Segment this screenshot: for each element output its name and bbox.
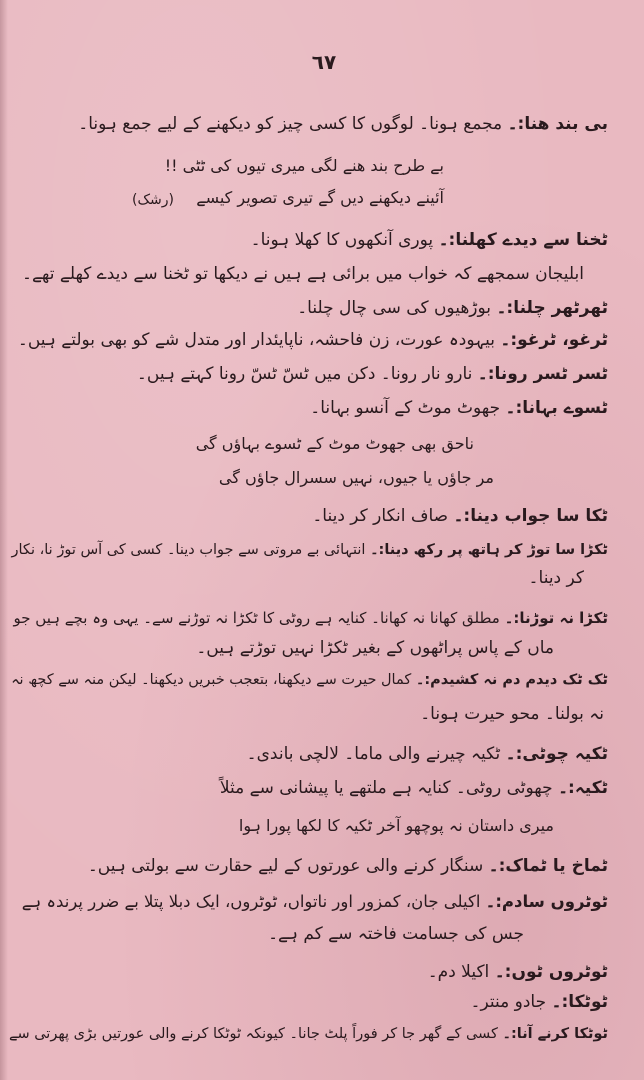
- example-line: ابلیجان سمجھے کہ خواب میں برائی ہے ہیں نے دیکھا تو ٹخنا سے دیدے کھلے تھے۔: [21, 264, 584, 284]
- page-binding-shadow: [0, 0, 8, 1080]
- entry-line: ٹوٹروں سادم:۔ اکیلی جان، کمزور اور ناتواں، ٹوٹروں، ایک دبلا پتلا بے ضرر پرندہ ہے: [21, 892, 608, 911]
- entry-line: ٹکیہ:۔ چھوٹی روٹی۔ کنایہ ہے ملتھے یا پیشانی سے مثلاً: [219, 778, 608, 798]
- verse-line: ناحق بھی جھوٹ موٹ کے ٹسوے بہاؤں گی: [195, 434, 474, 453]
- entry-line: ٹکا سا جواب دینا:۔ صاف انکار کر دینا۔: [312, 506, 608, 526]
- entry-line: ٹکیہ چوٹی:۔ ٹکیہ چیرنے والی ماما۔ لالچی باندی۔: [246, 744, 608, 764]
- continuation-line: کر دینا۔: [528, 568, 584, 588]
- entry-line: ٹک ٹک دیدم دم نہ کشیدم:۔ کمال حیرت سے دیکھنا، بتعجب خبریں دیکھنا۔ لیکن منہ سے کچھ نہ: [11, 672, 608, 688]
- continuation-line: ماں کے پاس پراٹھوں کے بغیر ٹکڑا نہیں توڑتے ہیں۔: [196, 638, 554, 658]
- entry-line: ٹماخ یا ٹماک:۔ سنگار کرنے والی عورتوں کے لیے حقارت سے بولتی ہیں۔: [87, 856, 608, 876]
- entry-line: ٹرغو، ٹرغو:۔ بیہودہ عورت، زن فاحشہ، ناپایئدار اور متدل شے کو بھی بولتے ہیں۔: [17, 330, 608, 350]
- continuation-line: نہ بولنا۔ محو حیرت ہونا۔: [420, 704, 604, 724]
- entry-line: ٹوٹروں ٹوں:۔ اکیلا دم۔: [427, 962, 608, 982]
- verse-line: مر جاؤں یا جیوں، نہیں سسرال جاؤں گی: [218, 468, 494, 487]
- entry-line: ٹکڑا نہ توڑنا:۔ مطلق کھانا نہ کھانا۔ کنایہ ہے روٹی کا ٹکڑا نہ توڑنے سے۔ یہی وہ بچے ہیں جو: [13, 609, 608, 627]
- verse-line: بے طرح بند ھنے لگی میری تیوں کی ٹٹی !!: [164, 156, 444, 175]
- entry-line: ٹسر ٹسر رونا:۔ نارو نار رونا۔ دکن میں ٹسّ ٹسّ رونا کہتے ہیں۔: [136, 364, 608, 384]
- page-number: ٦٧: [311, 50, 337, 74]
- entry-line: ٹوٹکا کرنے آنا:۔ کسی کے گھر جا کر فوراً پلٹ جانا۔ کیونکہ ٹوٹکا کرنے والی عورتیں بڑی پھرتی سے: [8, 1026, 608, 1042]
- entry-line: ٹکڑا سا توڑ کر ہاتھ پر رکھ دینا:۔ انتہائی بے مروتی سے جواب دینا۔ کسی کی آس توڑ نا، نکار: [11, 542, 608, 558]
- entry-line: ٹخنا سے دیدے کھلنا:۔ پوری آنکھوں کا کھلا ہونا۔: [250, 230, 608, 250]
- continuation-line: جس کی جسامت فاختہ سے کم ہے۔: [268, 924, 524, 944]
- entry-line: ٹوٹکا:۔ جادو منتر۔: [470, 992, 608, 1012]
- verse-line: میری داستان نہ پوچھو آخر ٹکیہ کا لکھا پورا ہوا: [238, 816, 554, 835]
- entry-line: ٹھرٹھر چلنا:۔ بوڑھیوں کی سی چال چلنا۔: [297, 298, 608, 318]
- entry-line: بی بند ھنا:۔ مجمع ہونا۔ لوگوں کا کسی چیز کو دیکھنے کے لیے جمع ہونا۔: [78, 114, 608, 134]
- source-attribution: (رشک): [132, 192, 174, 208]
- entry-line: ٹسوے بہانا:۔ جھوٹ موٹ کے آنسو بہانا۔: [310, 398, 608, 418]
- verse-line: آئینے دیکھنے دیں گے تیری تصویر کیسے: [196, 188, 444, 207]
